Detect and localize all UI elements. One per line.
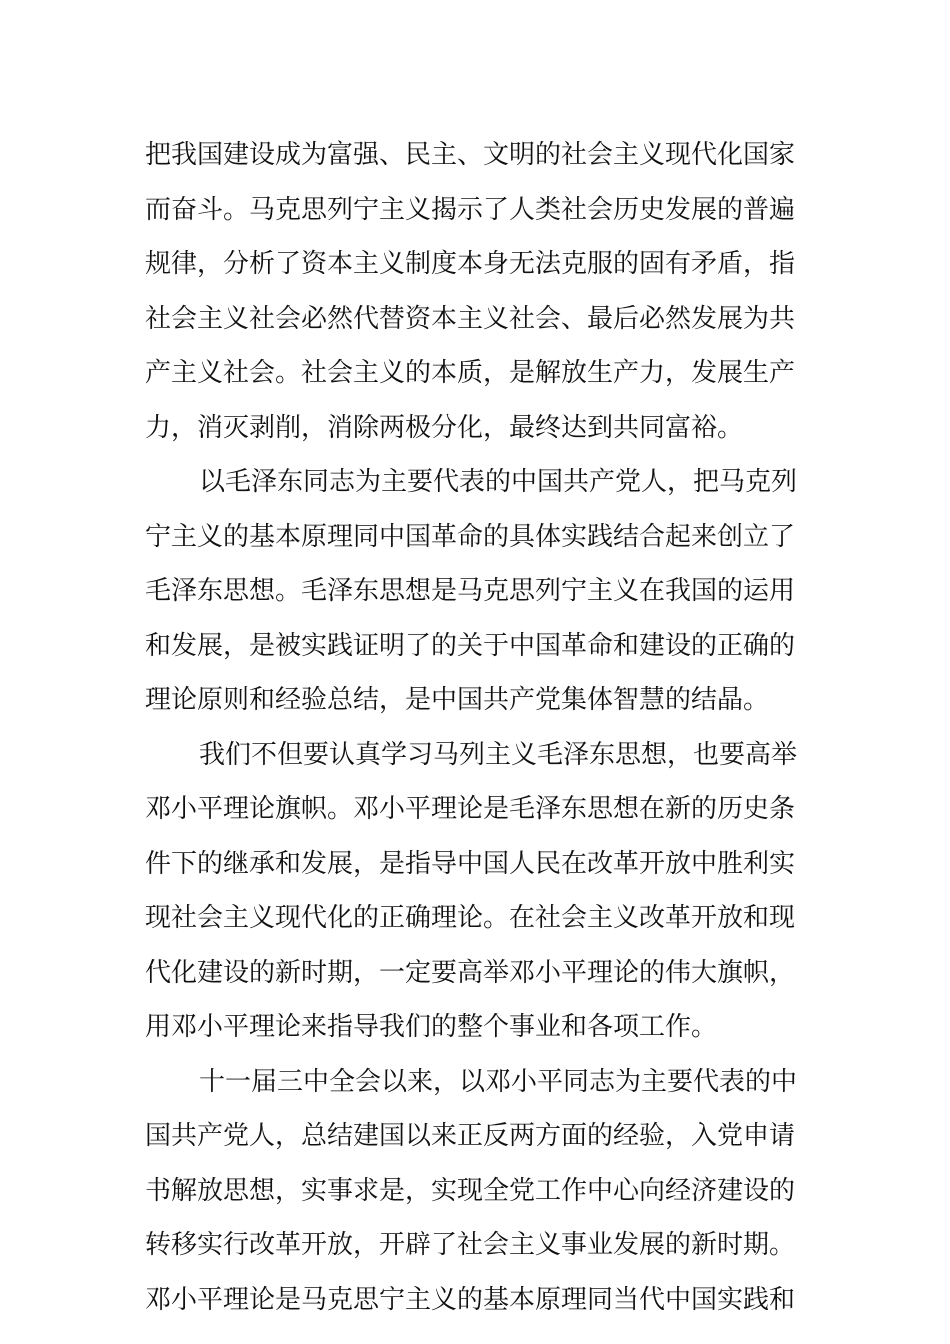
text-line: 宁主义的基本原理同中国革命的具体实践结合起来创立了 [145,521,796,552]
text-line: 转移实行改革开放，开辟了社会主义事业发展的新时期。 [145,1230,796,1260]
text-line: 用邓小平理论来指导我们的整个事业和各项工作。 [145,1012,718,1042]
text-line: 代化建设的新时期，一定要高举邓小平理论的伟大旗帜， [145,957,796,988]
paragraph-start-line: 我们不但要认真学习马列主义毛泽东思想，也要高举 [199,739,798,770]
text-line: 和发展，是被实践证明了的关于中国革命和建设的正确的 [145,630,796,661]
text-line: 毛泽东思想。毛泽东思想是马克思列宁主义在我国的运用 [145,576,796,606]
text-line: 现社会主义现代化的正确理论。在社会主义改革开放和现 [145,903,796,933]
text-line: 社会主义社会必然代替资本主义社会、最后必然发展为共 [145,303,796,334]
text-line: 邓小平理论旗帜。邓小平理论是毛泽东思想在新的历史条 [145,794,796,824]
paragraph-start-line: 以毛泽东同志为主要代表的中国共产党人，把马克列 [199,467,798,497]
text-line: 把我国建设成为富强、民主、文明的社会主义现代化国家 [145,140,796,170]
text-line: 件下的继承和发展，是指导中国人民在改革开放中胜利实 [145,848,796,879]
paragraph-start-line: 十一届三中全会以来，以邓小平同志为主要代表的中 [199,1066,798,1097]
text-line: 书解放思想，实事求是，实现全党工作中心向经济建设的 [145,1175,796,1206]
body-text [145,128,825,1327]
text-line: 而奋斗。马克思列宁主义揭示了人类社会历史发展的普遍 [145,194,796,225]
text-line: 产主义社会。社会主义的本质，是解放生产力，发展生产 [145,358,796,388]
text-line: 邓小平理论是马克思宁主义的基本原理同当代中国实践和 [145,1284,796,1315]
text-line: 国共产党人，总结建国以来正反两方面的经验，入党申请 [145,1121,796,1151]
text-line: 理论原则和经验总结，是中国共产党集体智慧的结晶。 [145,685,770,715]
text-line: 力，消灭剥削，消除两极分化，最终达到共同富裕。 [145,412,744,443]
text-line: 规律，分析了资本主义制度本身无法克服的固有矛盾，指 [145,249,796,279]
